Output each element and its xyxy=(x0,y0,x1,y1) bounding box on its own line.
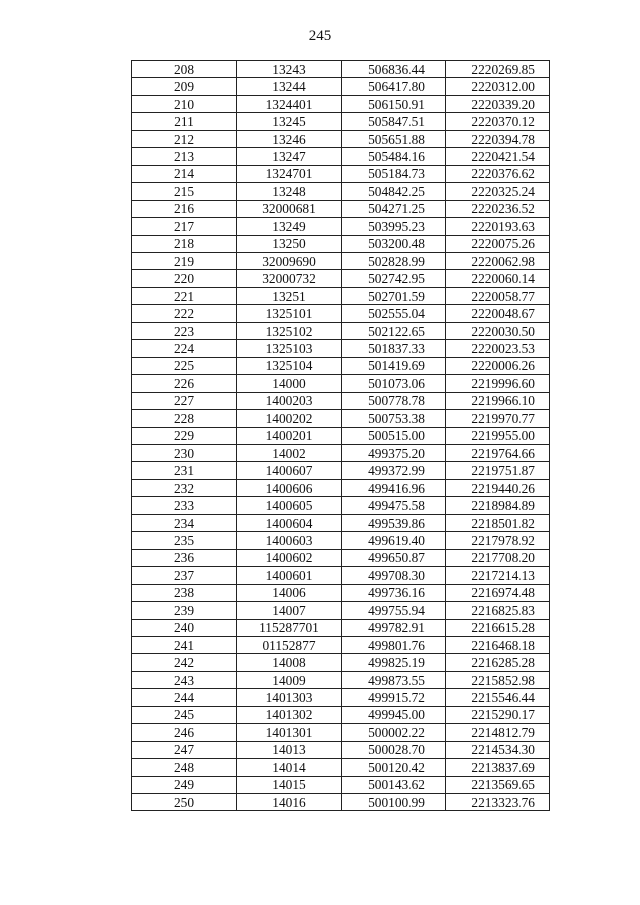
table-row xyxy=(132,514,550,531)
x-coordinate-cell: 499475.58 xyxy=(342,497,446,514)
table-row xyxy=(132,95,550,112)
row-number-cell: 230 xyxy=(132,444,237,461)
table-row xyxy=(132,252,550,269)
y-coordinate-cell: 2216468.18 xyxy=(446,636,550,653)
x-coordinate-cell: 502555.04 xyxy=(342,305,446,322)
y-coordinate-cell: 2213569.65 xyxy=(446,776,550,793)
y-coordinate-cell: 2220062.98 xyxy=(446,252,550,269)
x-coordinate-cell: 499375.20 xyxy=(342,444,446,461)
table-row xyxy=(132,183,550,200)
x-coordinate-cell: 499915.72 xyxy=(342,689,446,706)
point-id-cell: 32000681 xyxy=(237,200,342,217)
table-row xyxy=(132,567,550,584)
point-id-cell: 14008 xyxy=(237,654,342,671)
row-number-cell: 213 xyxy=(132,148,237,165)
row-number-cell: 238 xyxy=(132,584,237,601)
x-coordinate-cell: 499416.96 xyxy=(342,479,446,496)
row-number-cell: 237 xyxy=(132,567,237,584)
point-id-cell: 1324401 xyxy=(237,95,342,112)
y-coordinate-cell: 2220030.50 xyxy=(446,322,550,339)
table-row xyxy=(132,322,550,339)
y-coordinate-cell: 2220370.12 xyxy=(446,113,550,130)
point-id-cell: 13251 xyxy=(237,287,342,304)
row-number-cell: 241 xyxy=(132,636,237,653)
x-coordinate-cell: 503200.48 xyxy=(342,235,446,252)
point-id-cell: 32009690 xyxy=(237,252,342,269)
point-id-cell: 1400202 xyxy=(237,410,342,427)
x-coordinate-cell: 504842.25 xyxy=(342,183,446,200)
x-coordinate-cell: 500002.22 xyxy=(342,724,446,741)
y-coordinate-cell: 2220236.52 xyxy=(446,200,550,217)
x-coordinate-cell: 506836.44 xyxy=(342,61,446,78)
table-row xyxy=(132,61,550,78)
row-number-cell: 244 xyxy=(132,689,237,706)
y-coordinate-cell: 2214534.30 xyxy=(446,741,550,758)
x-coordinate-cell: 501073.06 xyxy=(342,375,446,392)
x-coordinate-cell: 502828.99 xyxy=(342,252,446,269)
row-number-cell: 215 xyxy=(132,183,237,200)
x-coordinate-cell: 505651.88 xyxy=(342,130,446,147)
row-number-cell: 225 xyxy=(132,357,237,374)
y-coordinate-cell: 2219764.66 xyxy=(446,444,550,461)
y-coordinate-cell: 2220048.67 xyxy=(446,305,550,322)
table-row xyxy=(132,340,550,357)
table-row xyxy=(132,689,550,706)
point-id-cell: 1401303 xyxy=(237,689,342,706)
y-coordinate-cell: 2215852.98 xyxy=(446,671,550,688)
x-coordinate-cell: 499372.99 xyxy=(342,462,446,479)
table-row xyxy=(132,741,550,758)
row-number-cell: 214 xyxy=(132,165,237,182)
point-id-cell: 14000 xyxy=(237,375,342,392)
y-coordinate-cell: 2220325.24 xyxy=(446,183,550,200)
table-row xyxy=(132,287,550,304)
point-id-cell: 1400606 xyxy=(237,479,342,496)
point-id-cell: 1400604 xyxy=(237,514,342,531)
row-number-cell: 228 xyxy=(132,410,237,427)
x-coordinate-cell: 505847.51 xyxy=(342,113,446,130)
x-coordinate-cell: 500028.70 xyxy=(342,741,446,758)
point-id-cell: 1400602 xyxy=(237,549,342,566)
table-row xyxy=(132,706,550,723)
table-row xyxy=(132,270,550,287)
table-row xyxy=(132,602,550,619)
x-coordinate-cell: 505484.16 xyxy=(342,148,446,165)
x-coordinate-cell: 500753.38 xyxy=(342,410,446,427)
x-coordinate-cell: 505184.73 xyxy=(342,165,446,182)
point-id-cell: 14015 xyxy=(237,776,342,793)
table-row xyxy=(132,532,550,549)
row-number-cell: 220 xyxy=(132,270,237,287)
y-coordinate-cell: 2220421.54 xyxy=(446,148,550,165)
point-id-cell: 1401301 xyxy=(237,724,342,741)
table-row xyxy=(132,357,550,374)
row-number-cell: 240 xyxy=(132,619,237,636)
row-number-cell: 212 xyxy=(132,130,237,147)
y-coordinate-cell: 2216974.48 xyxy=(446,584,550,601)
point-id-cell: 1400607 xyxy=(237,462,342,479)
point-id-cell: 14009 xyxy=(237,671,342,688)
x-coordinate-cell: 504271.25 xyxy=(342,200,446,217)
table-row xyxy=(132,479,550,496)
x-coordinate-cell: 499736.16 xyxy=(342,584,446,601)
point-id-cell: 14002 xyxy=(237,444,342,461)
row-number-cell: 239 xyxy=(132,602,237,619)
table-body xyxy=(132,61,550,811)
table-row xyxy=(132,392,550,409)
table-row xyxy=(132,375,550,392)
point-id-cell: 14013 xyxy=(237,741,342,758)
x-coordinate-cell: 500120.42 xyxy=(342,759,446,776)
row-number-cell: 229 xyxy=(132,427,237,444)
coordinates-table xyxy=(131,60,550,811)
y-coordinate-cell: 2219970.77 xyxy=(446,410,550,427)
y-coordinate-cell: 2219996.60 xyxy=(446,375,550,392)
row-number-cell: 211 xyxy=(132,113,237,130)
y-coordinate-cell: 2216615.28 xyxy=(446,619,550,636)
table-row xyxy=(132,636,550,653)
row-number-cell: 247 xyxy=(132,741,237,758)
x-coordinate-cell: 506150.91 xyxy=(342,95,446,112)
x-coordinate-cell: 499801.76 xyxy=(342,636,446,653)
y-coordinate-cell: 2220394.78 xyxy=(446,130,550,147)
table-row xyxy=(132,671,550,688)
y-coordinate-cell: 2217978.92 xyxy=(446,532,550,549)
row-number-cell: 248 xyxy=(132,759,237,776)
point-id-cell: 1400603 xyxy=(237,532,342,549)
point-id-cell: 01152877 xyxy=(237,636,342,653)
x-coordinate-cell: 501837.33 xyxy=(342,340,446,357)
point-id-cell: 1325104 xyxy=(237,357,342,374)
y-coordinate-cell: 2220339.20 xyxy=(446,95,550,112)
table-row xyxy=(132,444,550,461)
x-coordinate-cell: 499782.91 xyxy=(342,619,446,636)
y-coordinate-cell: 2220006.26 xyxy=(446,357,550,374)
table-row xyxy=(132,427,550,444)
page-number: 245 xyxy=(308,28,332,44)
x-coordinate-cell: 503995.23 xyxy=(342,218,446,235)
y-coordinate-cell: 2220075.26 xyxy=(446,235,550,252)
y-coordinate-cell: 2215290.17 xyxy=(446,706,550,723)
y-coordinate-cell: 2217708.20 xyxy=(446,549,550,566)
x-coordinate-cell: 499619.40 xyxy=(342,532,446,549)
row-number-cell: 249 xyxy=(132,776,237,793)
table-row xyxy=(132,410,550,427)
point-id-cell: 1401302 xyxy=(237,706,342,723)
row-number-cell: 250 xyxy=(132,794,237,811)
table-row xyxy=(132,497,550,514)
point-id-cell: 1325102 xyxy=(237,322,342,339)
row-number-cell: 210 xyxy=(132,95,237,112)
x-coordinate-cell: 502742.95 xyxy=(342,270,446,287)
y-coordinate-cell: 2219751.87 xyxy=(446,462,550,479)
row-number-cell: 242 xyxy=(132,654,237,671)
row-number-cell: 221 xyxy=(132,287,237,304)
x-coordinate-cell: 500100.99 xyxy=(342,794,446,811)
point-id-cell: 115287701 xyxy=(237,619,342,636)
table-row xyxy=(132,165,550,182)
row-number-cell: 219 xyxy=(132,252,237,269)
x-coordinate-cell: 500515.00 xyxy=(342,427,446,444)
point-id-cell: 13249 xyxy=(237,218,342,235)
y-coordinate-cell: 2220376.62 xyxy=(446,165,550,182)
row-number-cell: 209 xyxy=(132,78,237,95)
table-row xyxy=(132,218,550,235)
point-id-cell: 14007 xyxy=(237,602,342,619)
point-id-cell: 13248 xyxy=(237,183,342,200)
row-number-cell: 218 xyxy=(132,235,237,252)
point-id-cell: 32000732 xyxy=(237,270,342,287)
y-coordinate-cell: 2220023.53 xyxy=(446,340,550,357)
x-coordinate-cell: 499825.19 xyxy=(342,654,446,671)
table-row xyxy=(132,584,550,601)
y-coordinate-cell: 2215546.44 xyxy=(446,689,550,706)
table-row xyxy=(132,462,550,479)
y-coordinate-cell: 2218984.89 xyxy=(446,497,550,514)
table-row xyxy=(132,78,550,95)
point-id-cell: 1400203 xyxy=(237,392,342,409)
x-coordinate-cell: 499708.30 xyxy=(342,567,446,584)
point-id-cell: 13245 xyxy=(237,113,342,130)
table-row xyxy=(132,305,550,322)
y-coordinate-cell: 2216825.83 xyxy=(446,602,550,619)
point-id-cell: 13243 xyxy=(237,61,342,78)
table-row xyxy=(132,235,550,252)
row-number-cell: 226 xyxy=(132,375,237,392)
row-number-cell: 236 xyxy=(132,549,237,566)
row-number-cell: 222 xyxy=(132,305,237,322)
row-number-cell: 223 xyxy=(132,322,237,339)
row-number-cell: 245 xyxy=(132,706,237,723)
x-coordinate-cell: 499650.87 xyxy=(342,549,446,566)
row-number-cell: 234 xyxy=(132,514,237,531)
row-number-cell: 246 xyxy=(132,724,237,741)
table-row xyxy=(132,776,550,793)
row-number-cell: 232 xyxy=(132,479,237,496)
x-coordinate-cell: 500778.78 xyxy=(342,392,446,409)
point-id-cell: 1400201 xyxy=(237,427,342,444)
table-row xyxy=(132,619,550,636)
point-id-cell: 1325101 xyxy=(237,305,342,322)
x-coordinate-cell: 502122.65 xyxy=(342,322,446,339)
point-id-cell: 14006 xyxy=(237,584,342,601)
y-coordinate-cell: 2220058.77 xyxy=(446,287,550,304)
x-coordinate-cell: 499873.55 xyxy=(342,671,446,688)
row-number-cell: 227 xyxy=(132,392,237,409)
table-row xyxy=(132,654,550,671)
y-coordinate-cell: 2218501.82 xyxy=(446,514,550,531)
point-id-cell: 13247 xyxy=(237,148,342,165)
table-row xyxy=(132,724,550,741)
point-id-cell: 13246 xyxy=(237,130,342,147)
x-coordinate-cell: 499945.00 xyxy=(342,706,446,723)
y-coordinate-cell: 2220312.00 xyxy=(446,78,550,95)
y-coordinate-cell: 2219955.00 xyxy=(446,427,550,444)
table-row xyxy=(132,759,550,776)
x-coordinate-cell: 499755.94 xyxy=(342,602,446,619)
x-coordinate-cell: 499539.86 xyxy=(342,514,446,531)
row-number-cell: 208 xyxy=(132,61,237,78)
y-coordinate-cell: 2220269.85 xyxy=(446,61,550,78)
point-id-cell: 1324701 xyxy=(237,165,342,182)
row-number-cell: 235 xyxy=(132,532,237,549)
table-row xyxy=(132,549,550,566)
row-number-cell: 224 xyxy=(132,340,237,357)
point-id-cell: 13250 xyxy=(237,235,342,252)
table-row xyxy=(132,130,550,147)
point-id-cell: 14014 xyxy=(237,759,342,776)
y-coordinate-cell: 2220060.14 xyxy=(446,270,550,287)
point-id-cell: 1325103 xyxy=(237,340,342,357)
table-row xyxy=(132,148,550,165)
row-number-cell: 233 xyxy=(132,497,237,514)
row-number-cell: 231 xyxy=(132,462,237,479)
y-coordinate-cell: 2220193.63 xyxy=(446,218,550,235)
x-coordinate-cell: 506417.80 xyxy=(342,78,446,95)
point-id-cell: 1400605 xyxy=(237,497,342,514)
y-coordinate-cell: 2213837.69 xyxy=(446,759,550,776)
point-id-cell: 13244 xyxy=(237,78,342,95)
y-coordinate-cell: 2214812.79 xyxy=(446,724,550,741)
table-row xyxy=(132,794,550,811)
table-row xyxy=(132,113,550,130)
x-coordinate-cell: 500143.62 xyxy=(342,776,446,793)
x-coordinate-cell: 502701.59 xyxy=(342,287,446,304)
y-coordinate-cell: 2216285.28 xyxy=(446,654,550,671)
point-id-cell: 14016 xyxy=(237,794,342,811)
y-coordinate-cell: 2213323.76 xyxy=(446,794,550,811)
x-coordinate-cell: 501419.69 xyxy=(342,357,446,374)
y-coordinate-cell: 2217214.13 xyxy=(446,567,550,584)
row-number-cell: 217 xyxy=(132,218,237,235)
row-number-cell: 243 xyxy=(132,671,237,688)
y-coordinate-cell: 2219966.10 xyxy=(446,392,550,409)
table-row xyxy=(132,200,550,217)
y-coordinate-cell: 2219440.26 xyxy=(446,479,550,496)
row-number-cell: 216 xyxy=(132,200,237,217)
point-id-cell: 1400601 xyxy=(237,567,342,584)
